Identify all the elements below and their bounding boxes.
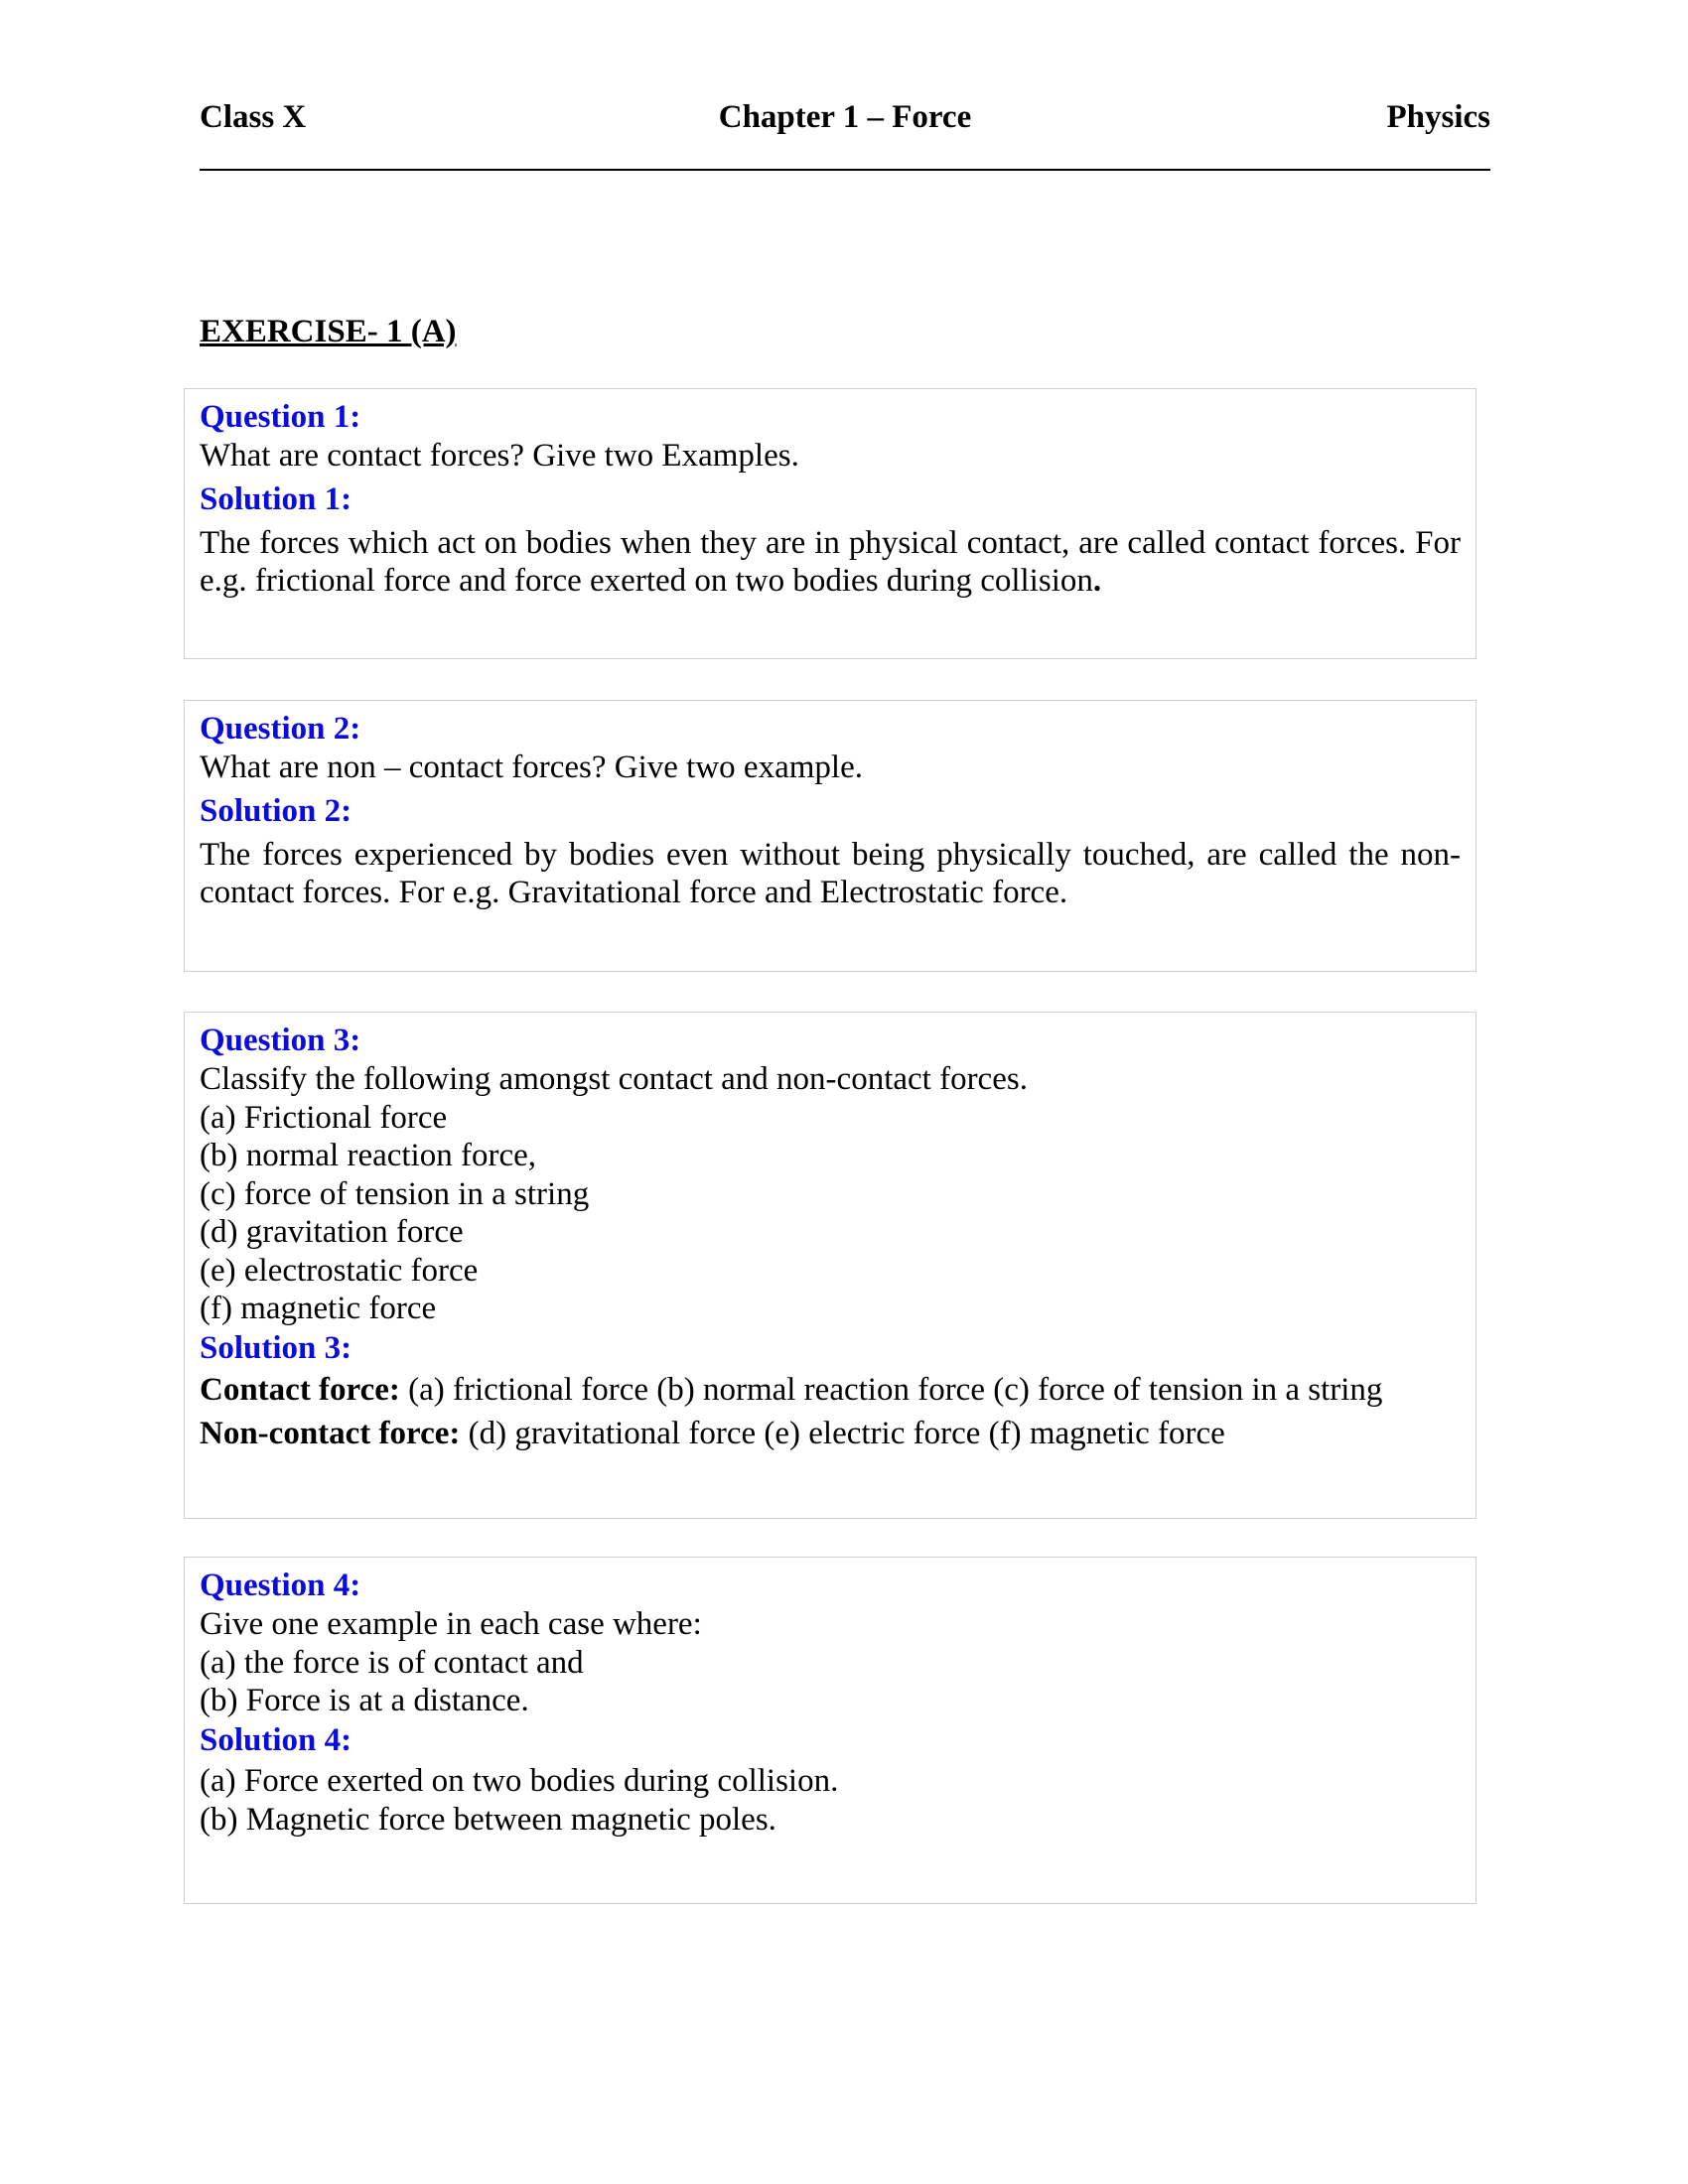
- solution-text: The forces experienced by bodies even without being physically touched, are called the non-contact forces. For e.g. Gravitational force and Electrostatic force.: [200, 836, 1461, 910]
- question-text: What are contact forces? Give two Examples.: [200, 438, 799, 474]
- option-item: (a) the force is of contact and: [200, 1644, 584, 1681]
- question-text: What are non – contact forces? Give two example.: [200, 750, 863, 785]
- contact-force-text: (a) frictional force (b) normal reaction force (c) force of tension in a string: [399, 1371, 1383, 1408]
- header-subject: Physics: [1386, 99, 1490, 135]
- question-label: Question 3:: [200, 1023, 361, 1058]
- question-label: Question 4:: [200, 1568, 361, 1603]
- noncontact-force-label: Non-contact force:: [200, 1415, 461, 1451]
- solution-body: The forces which act on bodies when they are in physical contact, are called contact forces. For e.g. frictional force and force exerted on two bodies during collision: [200, 524, 1461, 599]
- option-item: (b) Force is at a distance.: [200, 1683, 529, 1718]
- solution-label: Solution 3:: [200, 1329, 352, 1366]
- solution-item: (b) Magnetic force between magnetic poles.: [200, 1801, 776, 1838]
- contact-force-label: Contact force:: [200, 1371, 400, 1408]
- solution-label: Solution 4:: [200, 1721, 352, 1758]
- page-header: [200, 99, 1490, 141]
- option-item: (f) magnetic force: [200, 1291, 437, 1326]
- header-chapter: Chapter 1 – Force: [718, 99, 972, 135]
- solution-label: Solution 1:: [200, 480, 352, 517]
- solution-label: Solution 2:: [200, 792, 352, 829]
- question-box-1: [184, 388, 1477, 659]
- solution-text: [200, 524, 1461, 601]
- question-label: Question 2:: [200, 711, 361, 747]
- question-box-2: [184, 700, 1477, 972]
- solution-end-mark: .: [1092, 563, 1102, 599]
- question-text: Classify the following amongst contact and non-contact forces.: [200, 1061, 1028, 1097]
- option-item: (d) gravitation force: [200, 1214, 464, 1250]
- question-box-4: [184, 1557, 1477, 1904]
- solution-item: (a) Force exerted on two bodies during collision.: [200, 1762, 839, 1799]
- question-text: Give one example in each case where:: [200, 1606, 702, 1642]
- option-item: (a) Frictional force: [200, 1099, 448, 1136]
- header-divider: [200, 169, 1490, 171]
- question-label: Question 1:: [200, 399, 361, 435]
- solution-line-contact: [200, 1368, 1461, 1412]
- exercise-title: EXERCISE- 1 (A): [200, 314, 457, 349]
- header-class: Class X: [200, 99, 307, 135]
- noncontact-force-text: (d) gravitational force (e) electric force (f) magnetic force: [460, 1415, 1225, 1451]
- option-item: (b) normal reaction force,: [200, 1138, 536, 1173]
- question-box-3: [184, 1012, 1477, 1519]
- option-item: (e) electrostatic force: [200, 1252, 479, 1289]
- solution-line-noncontact: [200, 1412, 1461, 1455]
- option-item: (c) force of tension in a string: [200, 1175, 590, 1212]
